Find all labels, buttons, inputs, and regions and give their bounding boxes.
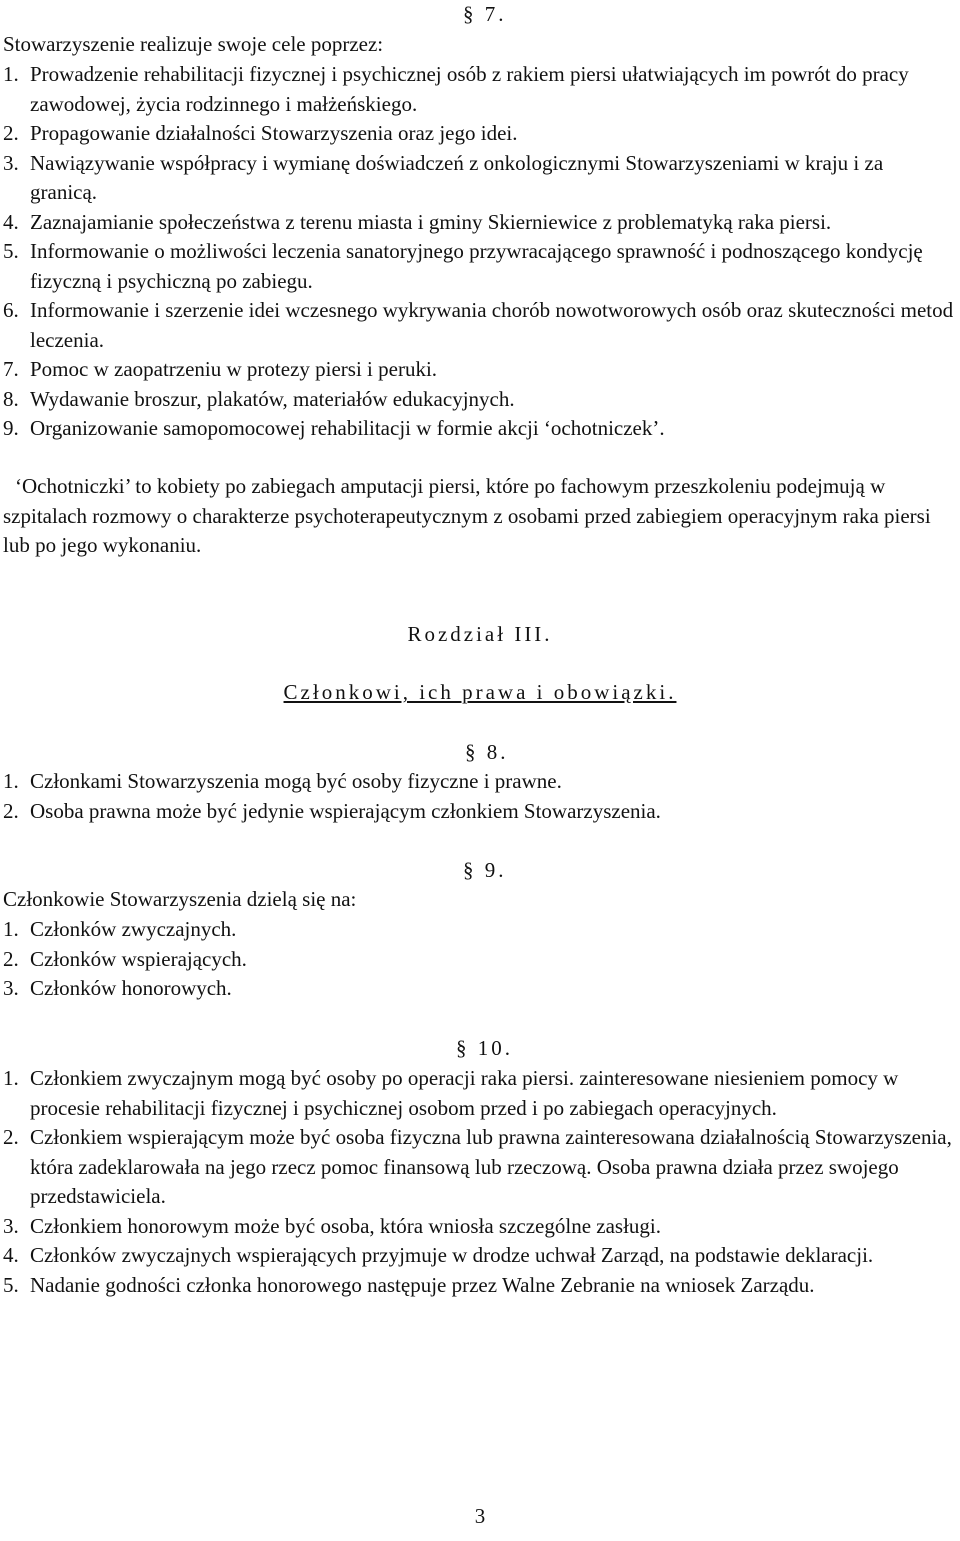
item-text: Pomoc w zaopatrzeniu w protezy piersi i peruki. bbox=[30, 357, 438, 381]
section-7-intro: Stowarzyszenie realizuje swoje cele poprzez: bbox=[3, 32, 384, 56]
list-item bbox=[3, 237, 955, 296]
item-number: 2. bbox=[3, 946, 19, 971]
item-number: 1. bbox=[3, 769, 19, 793]
item-text: Nadanie godności członka honorowego następuje przez Walne Zebranie na wniosek Zarządu. bbox=[30, 1272, 815, 1297]
section-7-heading bbox=[463, 0, 507, 30]
list-item bbox=[3, 149, 955, 208]
item-text: Nawiązywanie współpracy i wymianę doświadczeń z onkologicznymi Stowarzyszeniami w kraju i za granicą. bbox=[30, 150, 884, 204]
item-number: 4. bbox=[3, 209, 19, 234]
item-text: Informowanie i szerzenie idei wczesnego wykrywania chorób nowotworowych osób oraz skuteczności metod leczenia. bbox=[30, 298, 954, 352]
list-item bbox=[3, 1212, 955, 1242]
list-item bbox=[3, 208, 955, 238]
item-number: 3. bbox=[3, 976, 19, 1000]
chapter-number: Rozdział III. bbox=[407, 622, 553, 646]
item-text: Członków zwyczajnych wspierających przyjmuje w drodze uchwał Zarząd, na podstawie deklaracji. bbox=[30, 1243, 874, 1267]
item-text: Członków honorowych. bbox=[30, 976, 232, 1000]
page-number: 3 bbox=[474, 1504, 486, 1528]
section-number: 10. bbox=[477, 1036, 513, 1060]
section-number: 8. bbox=[486, 740, 509, 764]
item-number: 4. bbox=[3, 1243, 19, 1267]
item-number: 1. bbox=[3, 1066, 19, 1090]
section-10-list bbox=[3, 1064, 955, 1300]
item-number: 5. bbox=[3, 1272, 19, 1297]
item-text: Wydawanie broszur, plakatów, materiałów edukacyjnych. bbox=[30, 386, 515, 411]
list-item bbox=[3, 385, 955, 415]
list-item bbox=[3, 1123, 955, 1212]
section-sign: § bbox=[463, 2, 477, 26]
section-8-heading bbox=[465, 738, 509, 768]
section-9-list bbox=[3, 915, 955, 1004]
chapter-title bbox=[0, 678, 960, 708]
list-item bbox=[3, 945, 955, 975]
item-text: Członkami Stowarzyszenia mogą być osoby fizyczne i prawne. bbox=[30, 769, 562, 793]
list-item bbox=[3, 414, 955, 444]
item-text: Prowadzenie rehabilitacji fizycznej i psychicznej osób z rakiem piersi ułatwiających im powrót do pracy zawodowej, życia rodzinnego i małżeńskiego. bbox=[30, 62, 909, 116]
section-10-heading bbox=[456, 1034, 513, 1064]
list-item bbox=[3, 1271, 955, 1301]
section-number: 7. bbox=[484, 2, 507, 26]
item-text: Informowanie o możliwości leczenia sanatoryjnego przywracającego sprawność i podnoszącego kondycję fizyczną i psychiczną po zabiegu. bbox=[30, 239, 923, 293]
item-number: 7. bbox=[3, 357, 19, 381]
item-text: Członkiem zwyczajnym mogą być osoby po operacji raka piersi. zainteresowane niesieniem pomocy w procesie rehabilitacji fizycznej i psychicznej osobom przed i po zabiegach operacyjnych. bbox=[30, 1066, 899, 1120]
list-item bbox=[3, 767, 955, 797]
list-item bbox=[3, 915, 955, 945]
list-item bbox=[3, 296, 955, 355]
item-text: Zaznajamianie społeczeństwa z terenu miasta i gminy Skierniewice z problematyką raka piersi. bbox=[30, 209, 832, 234]
list-item bbox=[3, 974, 955, 1004]
list-item bbox=[3, 797, 955, 827]
item-text: Członków wspierających. bbox=[30, 946, 247, 971]
item-text: Członkiem honorowym może być osoba, która wniosła szczególne zasługi. bbox=[30, 1213, 662, 1238]
section-sign: § bbox=[456, 1036, 470, 1060]
item-number: 3. bbox=[3, 1213, 19, 1238]
item-number: 8. bbox=[3, 386, 19, 411]
item-text: Członkiem wspierającym może być osoba fizyczna lub prawna zainteresowana działalnością Stowarzyszenia, która zadeklarowała na jego rzecz pomoc finansową lub rzeczową. Osoba prawna działa przez swojego przedstawiciela. bbox=[30, 1125, 952, 1208]
chapter-title-text: Członkowi, ich prawa i obowiązki. bbox=[283, 680, 677, 704]
list-item bbox=[3, 1241, 955, 1271]
list-item bbox=[3, 1064, 955, 1123]
section-number: 9. bbox=[484, 858, 507, 882]
item-number: 9. bbox=[3, 416, 19, 440]
item-text: Organizowanie samopomocowej rehabilitacji w formie akcji ‘ochotniczek’. bbox=[30, 416, 665, 440]
item-number: 5. bbox=[3, 239, 19, 263]
item-number: 6. bbox=[3, 298, 19, 322]
item-number: 1. bbox=[3, 917, 19, 941]
item-number: 2. bbox=[3, 1125, 19, 1149]
section-sign: § bbox=[465, 740, 479, 764]
section-8-list bbox=[3, 767, 955, 826]
item-number: 2. bbox=[3, 121, 19, 145]
item-number: 1. bbox=[3, 62, 19, 86]
ochotniczki-note: ‘Ochotniczki’ to kobiety po zabiegach amputacji piersi, które po fachowym przeszkoleniu podejmują w szpitalach rozmowy o charakterze psychoterapeutycznym z osobami przed zabiegiem operacyjnym raka piersi lub po jego wykonaniu. bbox=[3, 474, 931, 557]
item-number: 2. bbox=[3, 798, 19, 823]
item-text: Członków zwyczajnych. bbox=[30, 917, 237, 941]
section-9-intro: Członkowie Stowarzyszenia dzielą się na: bbox=[3, 887, 357, 911]
list-item bbox=[3, 355, 955, 385]
item-text: Propagowanie działalności Stowarzyszenia oraz jego idei. bbox=[30, 121, 518, 145]
list-item bbox=[3, 60, 955, 119]
section-sign: § bbox=[463, 858, 477, 882]
section-7-list bbox=[3, 60, 955, 444]
item-number: 3. bbox=[3, 150, 19, 175]
section-9-heading bbox=[463, 856, 507, 886]
item-text: Osoba prawna może być jedynie wspierającym członkiem Stowarzyszenia. bbox=[30, 798, 661, 823]
list-item bbox=[3, 119, 955, 149]
